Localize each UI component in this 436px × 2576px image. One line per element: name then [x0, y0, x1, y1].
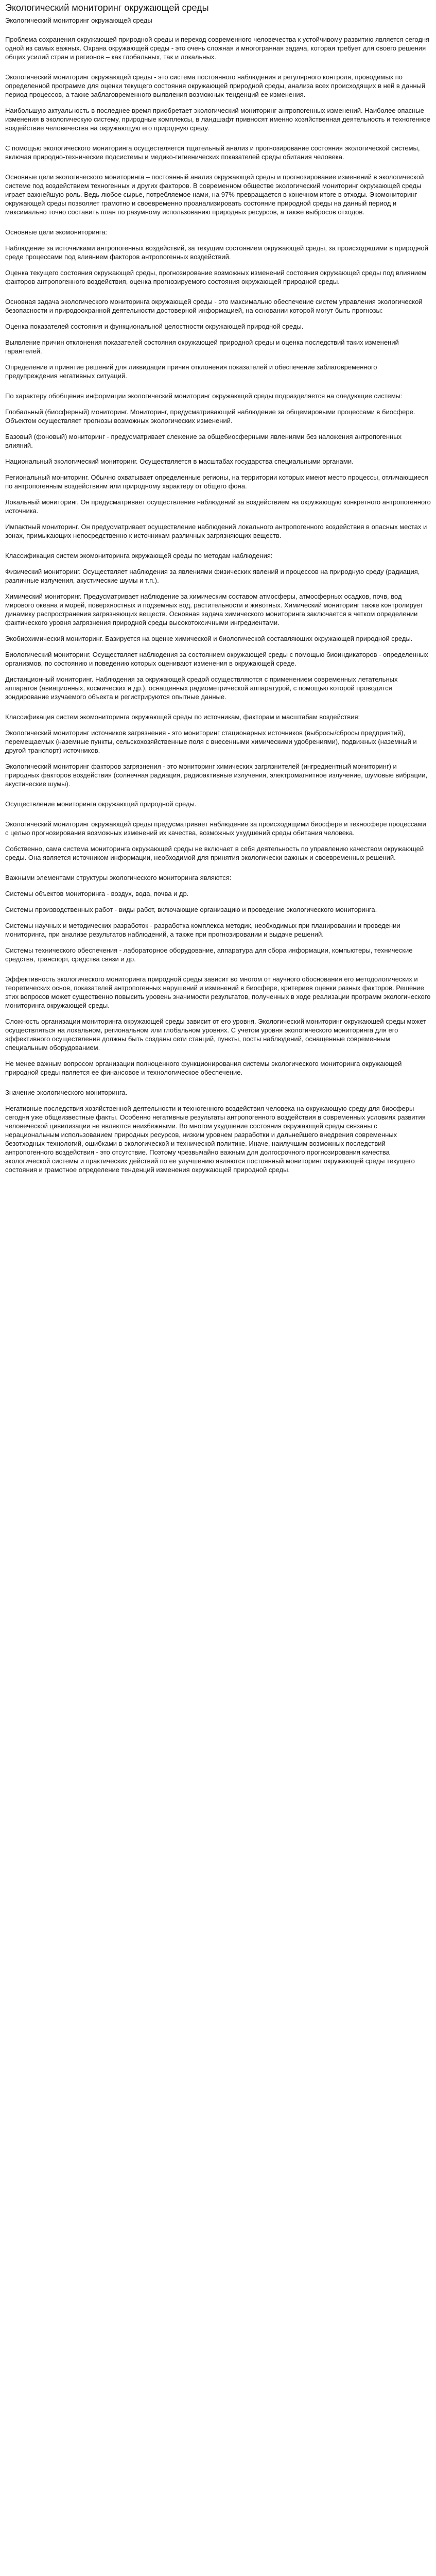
paragraph: Важными элементами структуры экологического мониторинга являются: [5, 874, 232, 882]
paragraph: Локальный мониторинг. Он предусматривает осуществление наблюдений за воздействием на окружающую конкретного антропогенного источника. [5, 498, 431, 515]
text-section [5, 35, 431, 61]
paragraph: Импактный мониторинг. Он предусматривает осуществление наблюдений локального антропогенного воздействия в опасных местах и зонах, примыкающих непосредственно к источникам различных загрязняющих веществ. [5, 523, 427, 539]
paragraph: Не менее важным вопросом организации полноценного функционирования системы экологического мониторинга окружающей природной среды является ее финансовое и технологическое обеспечение. [5, 1060, 402, 1076]
paragraph: Эффективность экологического мониторинга природной среды зависит во многом от научного обоснования его методологических и теоретических основ, показателей антропогенных нарушений и изменений в биосфере, критериев оценки разных факторов. Решение этих вопросов может существенно повысить уровень значимости результатов, полученных в ходе реализации программ экологического мониторинга окружающей среды. [5, 975, 431, 1009]
paragraph: Выявление причин отклонения показателей состояния окружающей природной среды и оценка последствий таких изменений гарантелей. [5, 338, 399, 355]
paragraph: Оценка текущего состояния окружающей среды, прогнозирование возможных изменений состояния окружающей среды под влиянием факторов антропогенного воздействия, оценка прогнозируемого состояния окружающей природной среды. [5, 269, 427, 285]
text-section [5, 392, 431, 540]
paragraph: Региональный мониторинг. Обычно охватывает определенные регионы, на территории которых имеют место процессы, отличающиеся по антропогенным воздействиям или природному характеру от общего фона. [5, 473, 428, 490]
text-section [5, 297, 431, 380]
paragraph: Дистанционный мониторинг. Наблюдения за окружающей средой осуществляются с применением современных летательных аппаратов (авиационных, космических и др.), оснащенных радиометрической аппаратурой, с помощью которой проводится зондирование изучаемого объекта и регистрируются опытные данные. [5, 675, 398, 701]
text-section [5, 144, 431, 161]
paragraph: Экобиохимический мониторинг. Базируется на оценке химической и биологической составляющих окружающей природной среды. [5, 635, 413, 642]
paragraph: По характеру обобщения информации экологический мониторинг окружающей среды подразделяется на следующие системы: [5, 392, 403, 400]
paragraph: Определение и принятие решений для ликвидации причин отклонения показателей и обеспечение заблаговременного предупреждения негативных ситуаций. [5, 363, 377, 380]
paragraph: С помощью экологического мониторинга осуществляется тщательный анализ и прогнозирование состояния экологической системы, включая природно-технические подсистемы и медико-гигиенических показателей среды обитания человека. [5, 144, 420, 161]
paragraph: Экологический мониторинг факторов загрязнения - это мониторинг химических загрязнителей (ингредиентный мониторинг) и природных факторов воздействия (солнечная радиация, радиоактивные излучения, электромагнитное излучение, шумовые вибрации, акустические шумы). [5, 762, 428, 788]
text-section [5, 1088, 431, 1174]
paragraph: Наблюдение за источниками антропогенных воздействий, за текущим состоянием окружающей среды, за происходящими в природной среде процессами под влиянием факторов антропогенных воздействий. [5, 244, 428, 261]
paragraph: Основная задача экологического мониторинга окружающей среды - это максимально обеспечение систем управления экологической безопасности и природоохранной деятельности достоверной информацией, на основании которой могут быть прогнозы: [5, 298, 423, 314]
paragraph: Химический мониторинг. Предусматривает наблюдение за химическим составом атмосферы, атмосферных осадков, почв, вод мирового океана и морей, поверхностных и подземных вод, растительности и животных. Химический мониторинг также контролирует динамику распространения загрязняющих веществ. Основная задача химического мониторинга заключается в четком определении фактического уровня загрязнения природной среды высокотоксичными ингредиентами. [5, 592, 423, 626]
paragraph: Основные цели экологического мониторинга – постоянный анализ окружающей среды и прогнозирование изменений в экологической системе под воздействием техногенных и других факторов. В современном обществе экологический мониторинг окружающей среды играет важнейшую роль. Ведь любое сырье, потребляемое нами, на 97% превращается в конечном итоге в отходы. Экомониторинг окружающей среды позволяет грамотно и своевременно проанализировать состояние природной среды на данный период и максимально точно составить план по разумному использованию природных ресурсов, а также выбросов отходов. [5, 173, 424, 216]
paragraph: Биологический мониторинг. Осуществляет наблюдения за состоянием окружающей среды с помощью биоиндикаторов - определенных организмов, по состоянию и поведению которых оценивают изменения в окружающей среде. [5, 651, 428, 667]
paragraph: Национальный экологический мониторинг. Осуществляется в масштабах государства специальными органами. [5, 457, 354, 465]
paragraph: Экологический мониторинг источников загрязнения - это мониторинг стационарных источников (выбросы/сбросы предприятий), перемещаемых (наземные пункты, сельскохозяйственные поля с внесенными химическими удобрениями), подвижных (наземный и другой транспорт) источников. [5, 729, 417, 754]
page-title: Экологический мониторинг окружающей среды [5, 3, 209, 13]
paragraph: Физический мониторинг. Осуществляет наблюдения за явлениями физических явлений и процессов на природную среду (радиация, различные излучения, акустические шумы и т.п.). [5, 568, 420, 584]
text-section [5, 173, 431, 216]
paragraph: Глобальный (биосферный) мониторинг. Мониторинг, предусматривающий наблюдение за общемировыми процессами в биосфере. Объектом осуществляет прогнозы возможных экологических изменений. [5, 408, 415, 425]
text-section [5, 713, 431, 788]
text-section [5, 873, 431, 963]
paragraph: Экологический мониторинг окружающей среды предусматривает наблюдение за происходящими биосфере и техносфере процессами с целью прогнозирования возможных изменений их качества, возможных ухудшений среды обитания человека. [5, 820, 426, 837]
text-section [5, 800, 431, 808]
paragraph: Классификация систем экомониторинга окружающей среды по методам наблюдения: [5, 552, 273, 560]
paragraph: Значение экологического мониторинга. [5, 1089, 128, 1096]
text-section [5, 228, 431, 286]
paragraph: Классификация систем экомониторинга окружающей среды по источникам, факторам и масштабам воздействия: [5, 713, 360, 721]
paragraph: Наибольшую актуальность в последнее время приобретает экологический мониторинг антропогенных изменений. Наиболее опасные изменения в экологическую систему, природные комплексы, в ландшафт привносят именно хозяйственная деятельность и техногенное воздействие человечества на окружающую его природную среду. [5, 107, 431, 132]
text-section [5, 73, 431, 132]
paragraph: Системы производственных работ - виды работ, включающие организацию и проведение экологического мониторинга. [5, 906, 377, 913]
article-body [5, 35, 431, 1174]
paragraph: Собственно, сама система мониторинга окружающей среды не включает в себя деятельность по управлению качеством окружающей среды. Она является источником информации, необходимой для принятия экологически важных и своевременных решений. [5, 845, 424, 861]
paragraph: Негативные последствия хозяйственной деятельности и техногенного воздействия человека на окружающую среду для биосферы сегодня уже общеизвестные факты. Особенно негативные результаты антропогенного воздействия в современных условиях развития человеческой цивилизации не являются неизбежными. Во многом ухудшение состояния окружающей среды связаны с нерациональным использованием природных ресурсов, низким уровнем разработки и дальнейшего внедрения современных безотходных технологий, ошибками в экологической и технической политике. Иначе, наилучшим возможных последствий антропогенного воздействия - это отсутствие. Поэтому чрезвычайно важным для долгосрочного прогнозирования качества экологической системы и практических действий по ее улучшению являются постоянный мониторинг окружающей среды текущего состояния и грамотное определение тенденций изменения окружающей природной среды. [5, 1105, 426, 1174]
paragraph: Системы научных и методических разработок - разработка комплекса методик, необходимых при планировании и проведении мониторинга, при анализе результатов наблюдений, а также при прогнозировании и выдаче решений. [5, 922, 400, 938]
paragraph: Проблема сохранения окружающей природной среды и переход современного человечества к устойчивому развитию является сегодня одной из самых важных. Охрана окружающей среды - это очень сложная и многогранная задача, которая требует для своего решения общих усилий стран и регионов – как глобальных, так и локальных. [5, 36, 430, 61]
paragraph: Осуществление мониторинга окружающей природной среды. [5, 800, 197, 808]
paragraph: Системы технического обеспечения - лабораторное оборудование, аппаратура для сбора информации, компьютеры, технические средства, транспорт, средства связи и др. [5, 946, 413, 963]
paragraph: Оценка показателей состояния и функциональной целостности окружающей природной среды. [5, 323, 304, 330]
paragraph: Сложность организации мониторинга окружающей среды зависит от его уровня. Экологический мониторинг окружающей среды может осуществляться на локальном, региональном или глобальном уровнях. С учетом уровня экологического мониторинга для его эффективного осуществления должны быть созданы сети станций, пункты, посты наблюдений, оснащенные современным специальным оборудованием. [5, 1018, 426, 1052]
page-subtitle: Экологический мониторинг окружающей среды [5, 16, 152, 24]
paragraph: Системы объектов мониторинга - воздух, вода, почва и др. [5, 890, 189, 897]
text-section [5, 551, 431, 701]
text-section [5, 820, 431, 862]
article [0, 0, 436, 1196]
text-section [5, 975, 431, 1077]
paragraph: Базовый (фоновый) мониторинг - предусматривает слежение за общебиосферными явлениями без наложения антропогенных влияний. [5, 433, 402, 449]
paragraph: Экологический мониторинг окружающей среды - это система постоянного наблюдения и регулярного контроля, проводимых по определенной программе для оценки текущего состояния окружающей природной среды, анализа всех происходящих в ней в данный период процессов, а также заблаговременного выявления возможных тенденций ее изменения. [5, 73, 426, 98]
paragraph: Основные цели экомониторинга: [5, 228, 108, 236]
